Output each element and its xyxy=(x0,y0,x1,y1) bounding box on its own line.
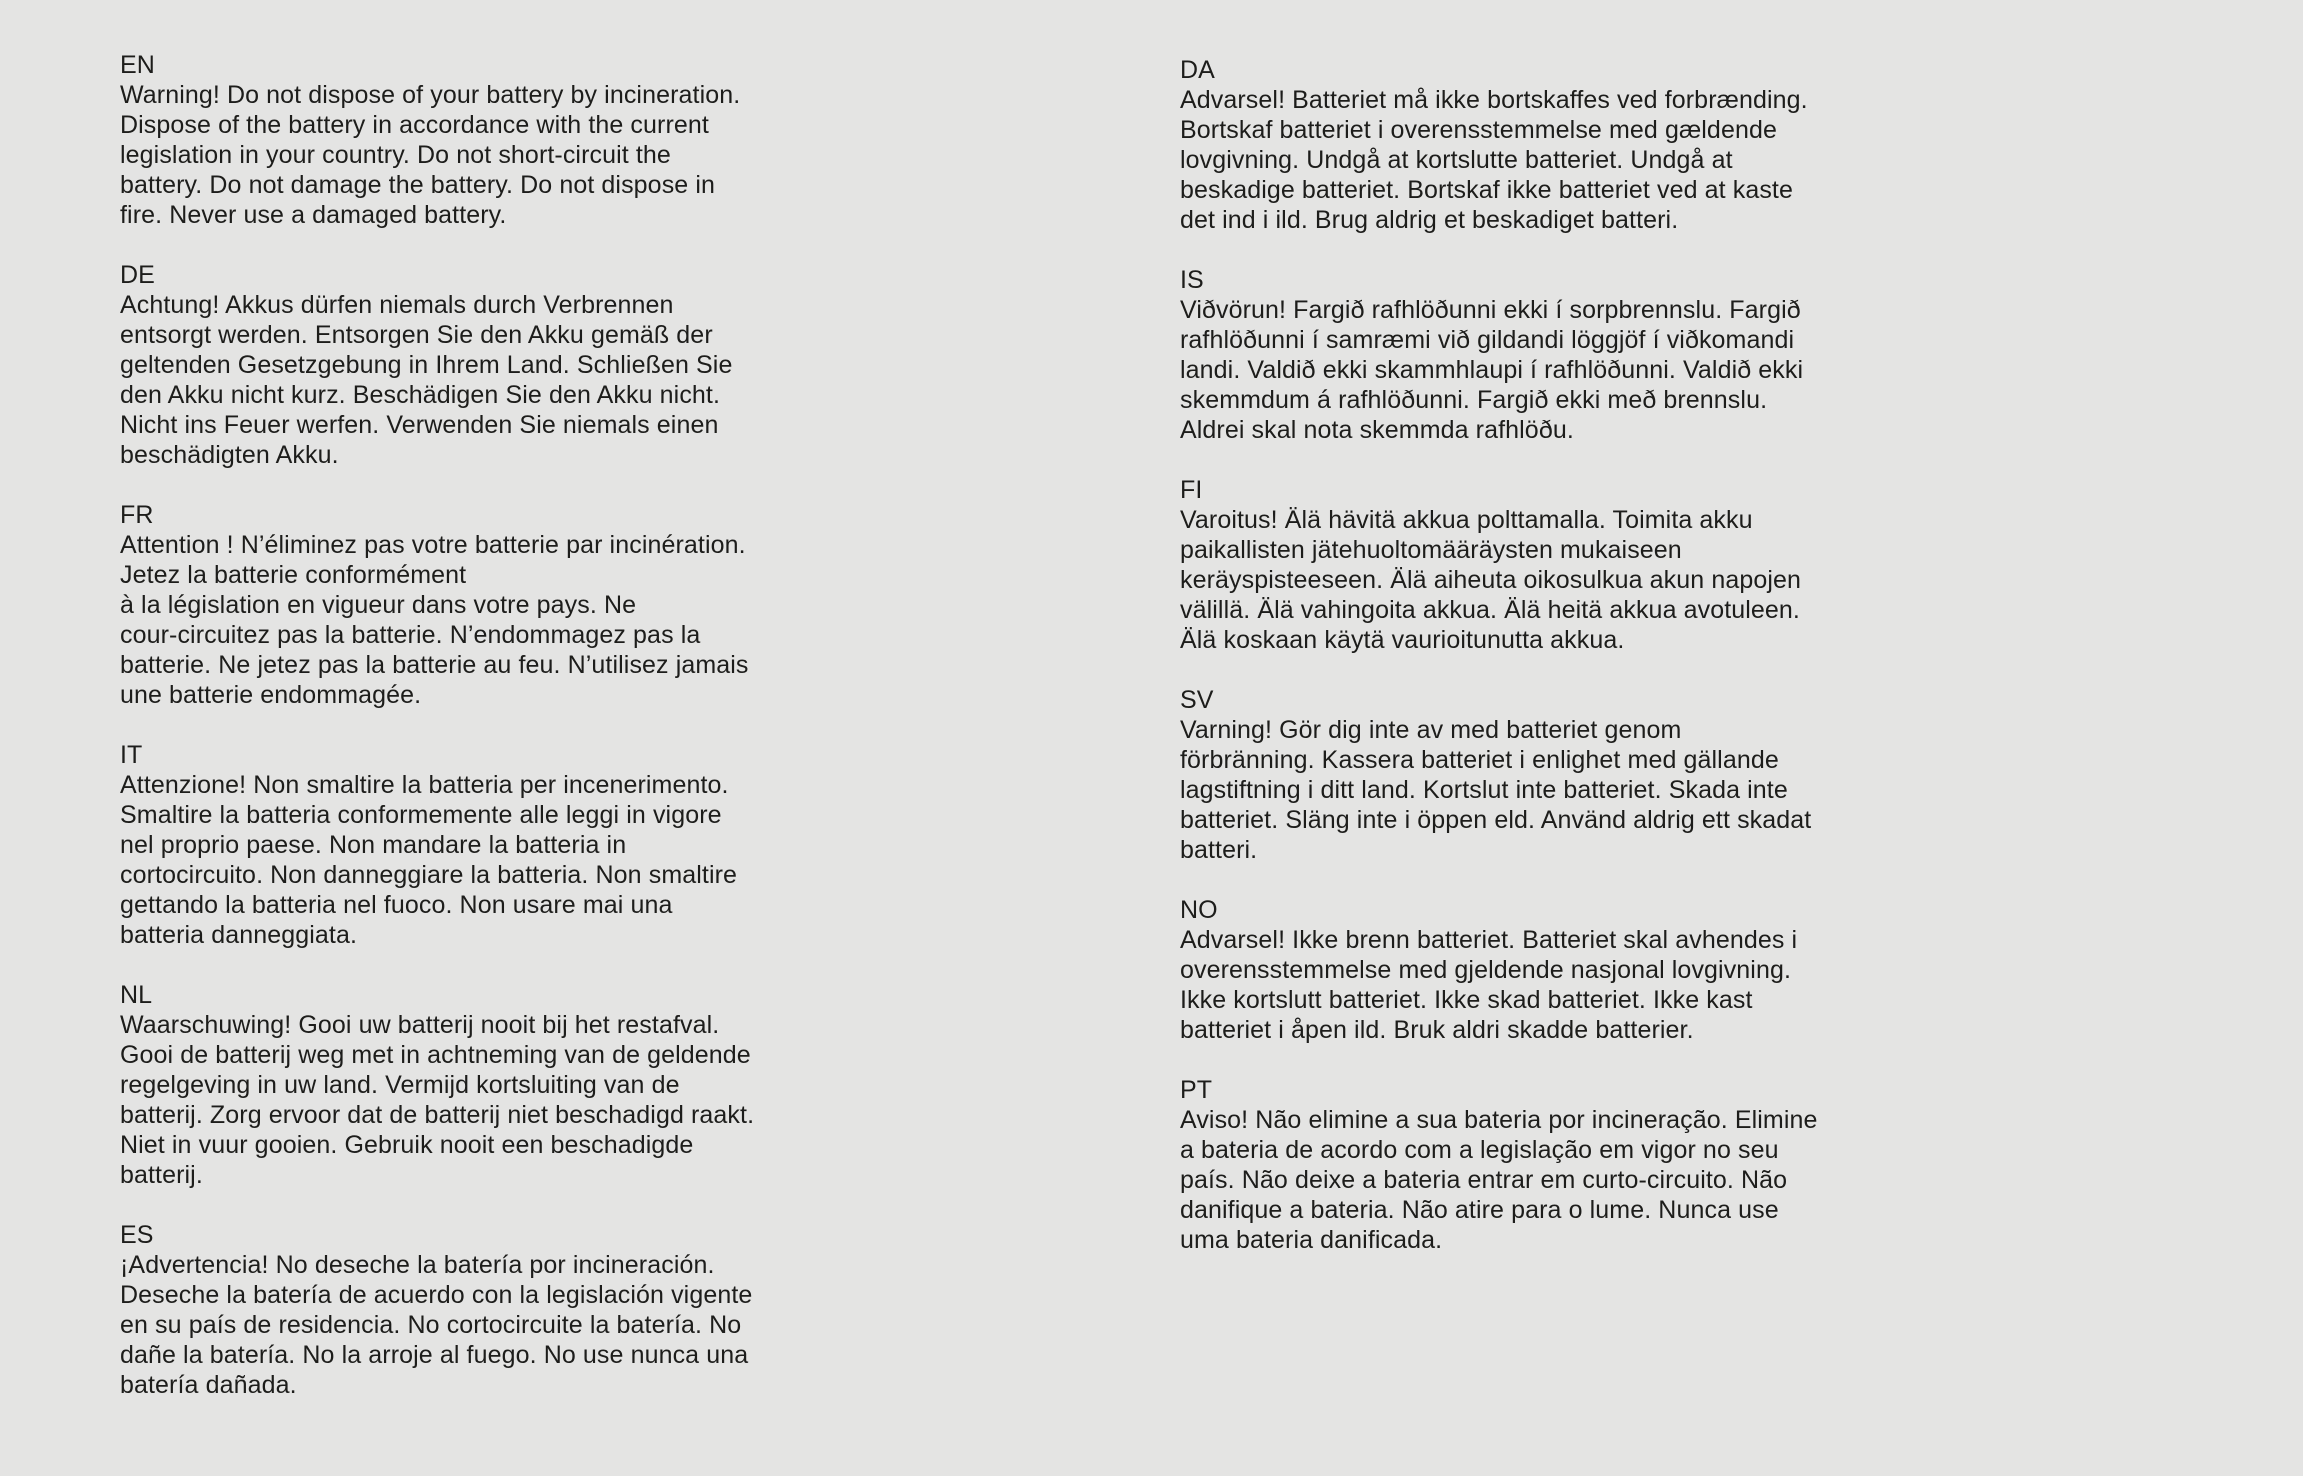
warning-text-line: Waarschuwing! Gooi uw batterij nooit bij het restafval. xyxy=(120,1011,720,1039)
language-code-label: DE xyxy=(120,261,155,289)
warning-text-line: legislation in your country. Do not short-circuit the xyxy=(120,141,671,169)
warning-text-line: Aldrei skal nota skemmda rafhlöðu. xyxy=(1180,416,1574,444)
language-block-es xyxy=(120,1220,1120,1400)
warning-text-line: une batterie endommagée. xyxy=(120,681,422,709)
language-code-label: FR xyxy=(120,501,154,529)
warning-text-line: Ikke kortslutt batteriet. Ikke skad batteriet. Ikke kast xyxy=(1180,986,1753,1014)
warning-text-line: batteriet. Släng inte i öppen eld. Använd aldrig ett skadat xyxy=(1180,806,1812,834)
warning-text-line: batterie. Ne jetez pas la batterie au feu. N’utilisez jamais xyxy=(120,651,749,679)
warning-text-line: regelgeving in uw land. Vermijd kortsluiting van de xyxy=(120,1071,680,1099)
language-code-label: NO xyxy=(1180,896,1218,924)
warning-text-line: batteriet i åpen ild. Bruk aldri skadde batterier. xyxy=(1180,1016,1694,1044)
warning-text-line: paikallisten jätehuoltomääräysten mukaiseen xyxy=(1180,536,1682,564)
warning-text-line: förbränning. Kassera batteriet i enlighet med gällande xyxy=(1180,746,1779,774)
warning-text-line: den Akku nicht kurz. Beschädigen Sie den Akku nicht. xyxy=(120,381,721,409)
warning-text-line: Smaltire la batteria conformemente alle leggi in vigore xyxy=(120,801,722,829)
warning-text-line: Niet in vuur gooien. Gebruik nooit een beschadigde xyxy=(120,1131,694,1159)
warning-text-line: skemmdum á rafhlöðunni. Fargið ekki með brennslu. xyxy=(1180,386,1768,414)
warning-text-line: batterij. xyxy=(120,1161,203,1189)
warning-text-line: overensstemmelse med gjeldende nasjonal lovgivning. xyxy=(1180,956,1792,984)
warning-text-line: battery. Do not damage the battery. Do not dispose in xyxy=(120,171,715,199)
warning-text-line: Gooi de batterij weg met in achtneming van de geldende xyxy=(120,1041,751,1069)
language-block-de xyxy=(120,260,1120,470)
warning-column-left xyxy=(120,50,1120,1430)
language-block-pt xyxy=(1180,1075,2260,1255)
warning-text-line: gettando la batteria nel fuoco. Non usare mai una xyxy=(120,891,673,919)
warning-text-line: Attenzione! Non smaltire la batteria per incenerimento. xyxy=(120,771,729,799)
warning-text-line: batterij. Zorg ervoor dat de batterij niet beschadigd raakt. xyxy=(120,1101,755,1129)
warning-text-line: geltenden Gesetzgebung in Ihrem Land. Schließen Sie xyxy=(120,351,733,379)
language-block-no xyxy=(1180,895,2260,1045)
language-code-label: IS xyxy=(1180,266,1204,294)
warning-text-line: a bateria de acordo com a legislação em vigor no seu xyxy=(1180,1136,1779,1164)
language-code-label: ES xyxy=(120,1221,154,1249)
warning-text-line: Attention ! N’éliminez pas votre batterie par incinération. xyxy=(120,531,746,559)
warning-text-line: Varoitus! Älä hävitä akkua polttamalla. Toimita akku xyxy=(1180,506,1753,534)
language-code-label: SV xyxy=(1180,686,1214,714)
warning-text-line: Warning! Do not dispose of your battery by incineration. xyxy=(120,81,741,109)
language-block-nl xyxy=(120,980,1120,1190)
warning-text-line: välillä. Älä vahingoita akkua. Älä heitä akkua avotuleen. xyxy=(1180,596,1800,624)
warning-text-line: Advarsel! Ikke brenn batteriet. Batteriet skal avhendes i xyxy=(1180,926,1798,954)
language-code-label: NL xyxy=(120,981,153,1009)
warning-text-line: Achtung! Akkus dürfen niemals durch Verbrennen xyxy=(120,291,674,319)
warning-text-line: entsorgt werden. Entsorgen Sie den Akku gemäß der xyxy=(120,321,713,349)
warning-text-line: à la législation en vigueur dans votre pays. Ne xyxy=(120,591,637,619)
warning-text-line: Varning! Gör dig inte av med batteriet genom xyxy=(1180,716,1682,744)
warning-text-line: Bortskaf batteriet i overensstemmelse med gældende xyxy=(1180,116,1777,144)
language-code-label: DA xyxy=(1180,56,1215,84)
language-block-en xyxy=(120,50,1120,230)
language-block-fi xyxy=(1180,475,2260,655)
warning-text-line: danifique a bateria. Não atire para o lume. Nunca use xyxy=(1180,1196,1779,1224)
warning-text-line: keräyspisteeseen. Älä aiheuta oikosulkua akun napojen xyxy=(1180,566,1801,594)
warning-text-line: dañe la batería. No la arroje al fuego. No use nunca una xyxy=(120,1341,749,1369)
warning-text-line: Älä koskaan käytä vaurioitunutta akkua. xyxy=(1180,626,1625,654)
language-code-label: IT xyxy=(120,741,143,769)
warning-text-line: Advarsel! Batteriet må ikke bortskaffes ved forbrænding. xyxy=(1180,86,1808,114)
warning-text-line: batteri. xyxy=(1180,836,1258,864)
language-code-label: EN xyxy=(120,51,155,79)
warning-text-line: det ind i ild. Brug aldrig et beskadiget batteri. xyxy=(1180,206,1679,234)
warning-text-line: landi. Valdið ekki skammhlaupi í rafhlöðunni. Valdið ekki xyxy=(1180,356,1804,384)
warning-text-line: Nicht ins Feuer werfen. Verwenden Sie niemals einen xyxy=(120,411,719,439)
warning-text-line: Jetez la batterie conformément xyxy=(120,561,467,589)
language-block-da xyxy=(1180,55,2260,235)
warning-text-line: en su país de residencia. No cortocircuite la batería. No xyxy=(120,1311,742,1339)
warning-text-line: rafhlöðunni í samræmi við gildandi löggjöf í viðkomandi xyxy=(1180,326,1795,354)
language-block-fr xyxy=(120,500,1120,710)
warning-text-line: ¡Advertencia! No deseche la batería por incineración. xyxy=(120,1251,715,1279)
warning-column-right xyxy=(1180,55,2260,1285)
language-block-is xyxy=(1180,265,2260,445)
warning-text-line: fire. Never use a damaged battery. xyxy=(120,201,507,229)
warning-text-line: beschädigten Akku. xyxy=(120,441,339,469)
warning-text-line: Dispose of the battery in accordance with the current xyxy=(120,111,709,139)
warning-text-line: cortocircuito. Non danneggiare la batteria. Non smaltire xyxy=(120,861,738,889)
language-block-sv xyxy=(1180,685,2260,865)
language-code-label: FI xyxy=(1180,476,1203,504)
language-block-it xyxy=(120,740,1120,950)
language-code-label: PT xyxy=(1180,1076,1213,1104)
warning-text-line: uma bateria danificada. xyxy=(1180,1226,1443,1254)
warning-text-line: beskadige batteriet. Bortskaf ikke batteriet ved at kaste xyxy=(1180,176,1793,204)
warning-text-line: batería dañada. xyxy=(120,1371,297,1399)
warning-text-line: Deseche la batería de acuerdo con la legislación vigente xyxy=(120,1281,753,1309)
warning-text-line: Aviso! Não elimine a sua bateria por incineração. Elimine xyxy=(1180,1106,1818,1134)
warning-text-line: batteria danneggiata. xyxy=(120,921,358,949)
warning-text-line: lagstiftning i ditt land. Kortslut inte batteriet. Skada inte xyxy=(1180,776,1788,804)
warning-text-line: cour-circuitez pas la batterie. N’endommagez pas la xyxy=(120,621,701,649)
warning-text-line: lovgivning. Undgå at kortslutte batteriet. Undgå at xyxy=(1180,146,1733,174)
warning-text-line: país. Não deixe a bateria entrar em curto-circuito. Não xyxy=(1180,1166,1788,1194)
warning-text-line: nel proprio paese. Non mandare la batteria in xyxy=(120,831,627,859)
warning-text-line: Viðvörun! Fargið rafhlöðunni ekki í sorpbrennslu. Fargið xyxy=(1180,296,1801,324)
